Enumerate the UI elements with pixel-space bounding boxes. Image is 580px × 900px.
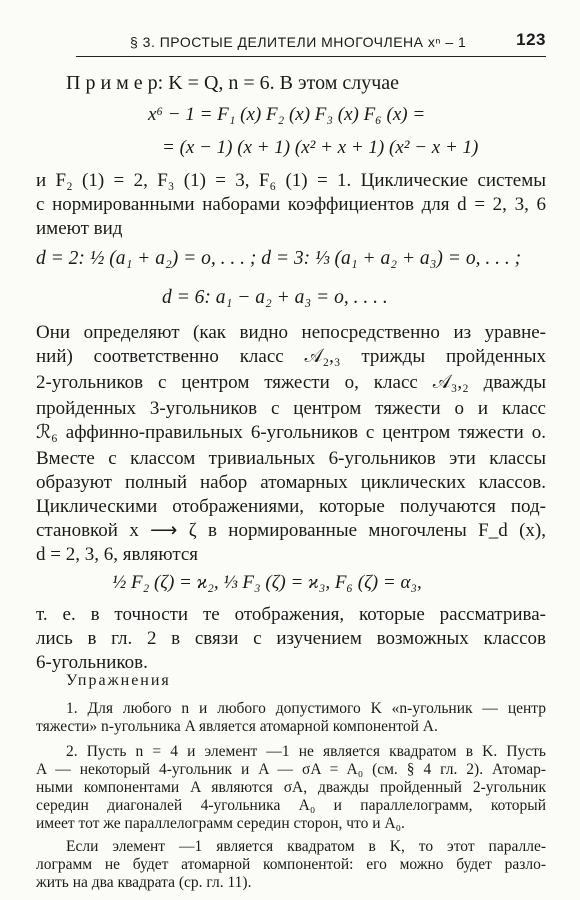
paragraph-line: d = 2, 3, 6, являются [36,544,199,565]
paragraph-line: Они определяют (как видно непосредственно из уравне- [36,322,546,343]
equation-expanded: = (x − 1) (x + 1) (x² + x + 1) (x² − x + 1) [162,137,479,158]
paragraph-line: с нормированными наборами коэффициентов для d = 2, 3, 6 [36,194,546,215]
paragraph-line: Циклическими отображениями, которые получаются под- [36,496,546,517]
exercises-heading: Упражнения [66,672,171,689]
running-header [76,28,546,57]
exercise-2-note-line: лограмм не будет атомарной компонентой: его можно будет разло- [36,856,546,873]
paragraph-line: пройденных 3-угольников с центром тяжести o и класс [36,398,546,419]
paragraph-line: образуют полный набор атомарных циклических классов. [36,472,546,493]
exercise-1-line: тяжести» n-угольника A является атомарной компонентой A. [36,718,438,735]
exercise-2-line: 2. Пусть n = 4 и элемент —1 не является квадратом в K. Пусть [66,743,546,760]
exercise-2-line: имеет тот же параллелограмм середин сторон, что и A₀. [36,815,405,832]
exercise-2-note-line: жить на два квадрата (ср. гл. 11). [36,874,252,891]
exercise-2-line: ными компонентами A являются σA, дважды пройденный 2-угольник [36,779,546,796]
running-title: § 3. ПРОСТЫЕ ДЕЛИТЕЛИ МНОГОЧЛЕНА xⁿ – 1 [130,34,467,50]
exercise-1-line: 1. Для любого n и любого допустимого K «n-угольник — центр [66,700,546,717]
paragraph-line: ℛ₆ аффинно-правильных 6-угольников с центром тяжести o. [36,422,546,443]
paragraph-line: лись в гл. 2 в связи с изучением возможных классов [36,628,546,649]
exercise-2-line: A — некоторый 4-угольник и A — σA = A₀ (см. § 4 гл. 2). Атомар- [36,761,546,778]
cyclic-systems-row-2: d = 6: a₁ − a₂ + a₃ = o, . . . . [162,287,388,308]
example-intro: П р и м е р: K = Q, n = 6. В этом случае [66,72,400,94]
paragraph-line: становкой x ⟶ ζ в нормированные многочлены F_d (x), [36,520,546,541]
paragraph-line: 2-угольников с центром тяжести o, класс 𝒜₃,₂ дважды [36,372,546,393]
page-number: 123 [516,30,546,49]
equation-factorization: x⁶ − 1 = F₁ (x) F₂ (x) F₃ (x) F₆ (x) = [148,104,426,125]
exercise-2-line: середин диагоналей 4-угольника A₀ и параллелограмм, который [36,797,546,814]
paragraph-line: Вместе с классом тривиальных 6-угольников эти классы [36,448,546,469]
cyclic-systems-row-1: d = 2: ½ (a₁ + a₂) = o, . . . ; d = 3: ⅓ (a₁ + a₂ + a₃) = o, . . . ; [36,248,522,269]
paragraph-line: имеют вид [36,218,123,239]
exercise-2-note-line: Если элемент —1 является квадратом в K, то этот паралле- [66,838,546,855]
paragraph-line: т. е. в точности те отображения, которые рассматрива- [36,604,546,625]
paragraph-line: 6-угольников. [36,652,148,673]
cyclic-maps-equation: ½ F₂ (ζ) = ϰ₂, ⅓ F₃ (ζ) = ϰ₃, F₆ (ζ) = α₃, [112,572,422,593]
paragraph-line: и F₂ (1) = 2, F₃ (1) = 3, F₆ (1) = 1. Циклические системы [36,170,546,191]
paragraph-line: ний) соответственно класс 𝒜₂,₃ трижды пройденных [36,346,546,367]
